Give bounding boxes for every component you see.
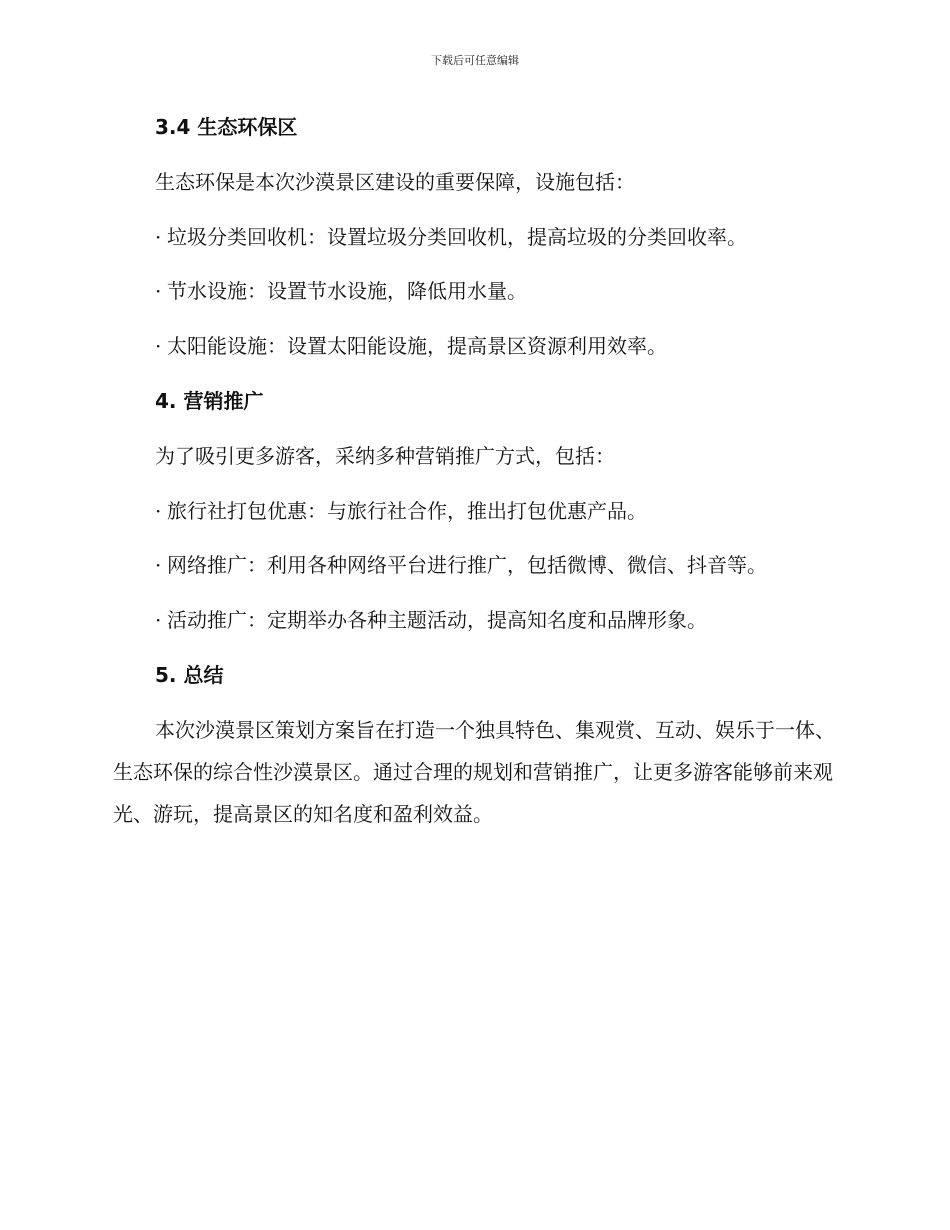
bullet-marker: · <box>155 334 162 359</box>
bullet-marker: · <box>155 224 162 249</box>
list-item-text: 网络推广：利用各种网络平台进行推广，包括微博、微信、抖音等。 <box>167 553 767 578</box>
list-item <box>155 274 837 308</box>
summary-paragraph: 本次沙漠景区策划方案旨在打造一个独具特色、集观赏、互动、娱乐于一体、生态环保的综合性沙漠景区。通过合理的规划和营销推广，让更多游客能够前来观光、游玩，提高景区的知名度和盈利效益。 <box>113 717 835 826</box>
section-heading-4: 4. 营销推广 <box>155 388 264 413</box>
section-heading-5: 5. 总结 <box>155 662 224 687</box>
list-item-text: 旅行社打包优惠：与旅行社合作，推出打包优惠产品。 <box>167 498 647 523</box>
list-item <box>155 603 837 637</box>
section-heading-3-4: 3.4 生态环保区 <box>155 115 298 139</box>
list-item <box>155 220 837 254</box>
document-body <box>113 110 837 835</box>
bullet-marker: · <box>155 279 162 304</box>
list-item-text: 活动推广：定期举办各种主题活动，提高知名度和品牌形象。 <box>167 608 707 633</box>
section-3-4-intro: 生态环保是本次沙漠景区建设的重要保障，设施包括： <box>155 169 635 194</box>
list-item <box>155 548 837 582</box>
list-item-text: 节水设施：设置节水设施，降低用水量。 <box>167 279 527 304</box>
section-4-intro: 为了吸引更多游客，采纳多种营销推广方式，包括： <box>155 443 615 468</box>
list-item-text: 垃圾分类回收机：设置垃圾分类回收机，提高垃圾的分类回收率。 <box>167 224 747 249</box>
list-item <box>155 494 837 528</box>
bullet-marker: · <box>155 553 162 578</box>
bullet-marker: · <box>155 608 162 633</box>
page-header: 下载后可任意编辑 <box>431 54 519 67</box>
bullet-marker: · <box>155 498 162 523</box>
list-item-text: 太阳能设施：设置太阳能设施，提高景区资源利用效率。 <box>167 334 667 359</box>
list-item <box>155 329 837 363</box>
